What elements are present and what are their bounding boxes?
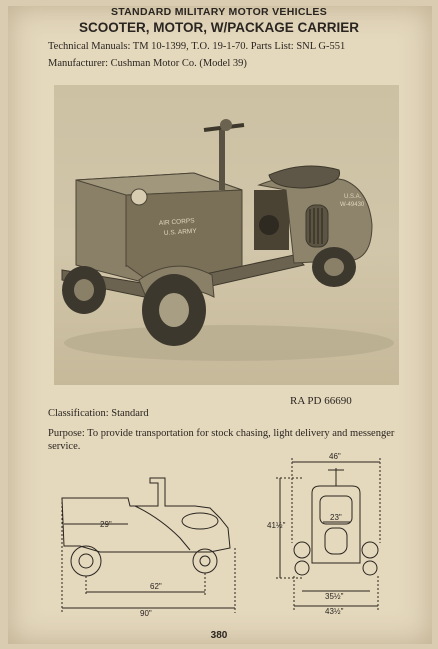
rear-marking-1: U.S.A.	[344, 194, 362, 200]
dim-seat-box: 29"	[100, 520, 112, 529]
vehicle-title: SCOOTER, MOTOR, W/PACKAGE CARRIER	[78, 20, 359, 35]
side-rear-wheel	[193, 549, 217, 573]
dimension-drawings	[40, 448, 400, 628]
side-and-rear-view	[40, 448, 400, 628]
photo-caption: RA PD 66690	[290, 395, 352, 407]
side-front-wheel	[71, 546, 101, 576]
manufacturer: Manufacturer: Cushman Motor Co. (Model 39)	[48, 58, 247, 69]
dim-wheelbase: 62"	[150, 582, 162, 591]
dim-height: 41½"	[267, 521, 286, 530]
scooter-illustration	[54, 85, 399, 385]
rear-left-wheel	[294, 542, 310, 558]
dim-width: 46"	[329, 452, 341, 461]
rear-right-wheel	[362, 542, 378, 558]
scooter-photo	[54, 85, 399, 385]
page-number: 380	[210, 630, 228, 641]
classification: Classification: Standard	[48, 408, 149, 419]
purpose: Purpose: To provide transportation for stock chasing, light delivery and messenger service.	[48, 428, 395, 452]
rear-marking-2: W-49430	[340, 202, 365, 208]
dim-overall: 43½"	[325, 607, 344, 616]
dim-length: 90"	[140, 609, 152, 618]
dim-track: 35½"	[325, 592, 344, 601]
box-marking-1: AIR CORPS	[158, 217, 195, 227]
dim-inner: 23"	[330, 513, 342, 522]
box-marking-2: U.S. ARMY	[163, 227, 197, 237]
header-line: STANDARD MILITARY MOTOR VEHICLES	[110, 6, 328, 18]
side-view-body	[62, 478, 230, 552]
technical-manuals: Technical Manuals: TM 10-1399, T.O. 19-1-70. Parts List: SNL G-551	[48, 41, 346, 52]
